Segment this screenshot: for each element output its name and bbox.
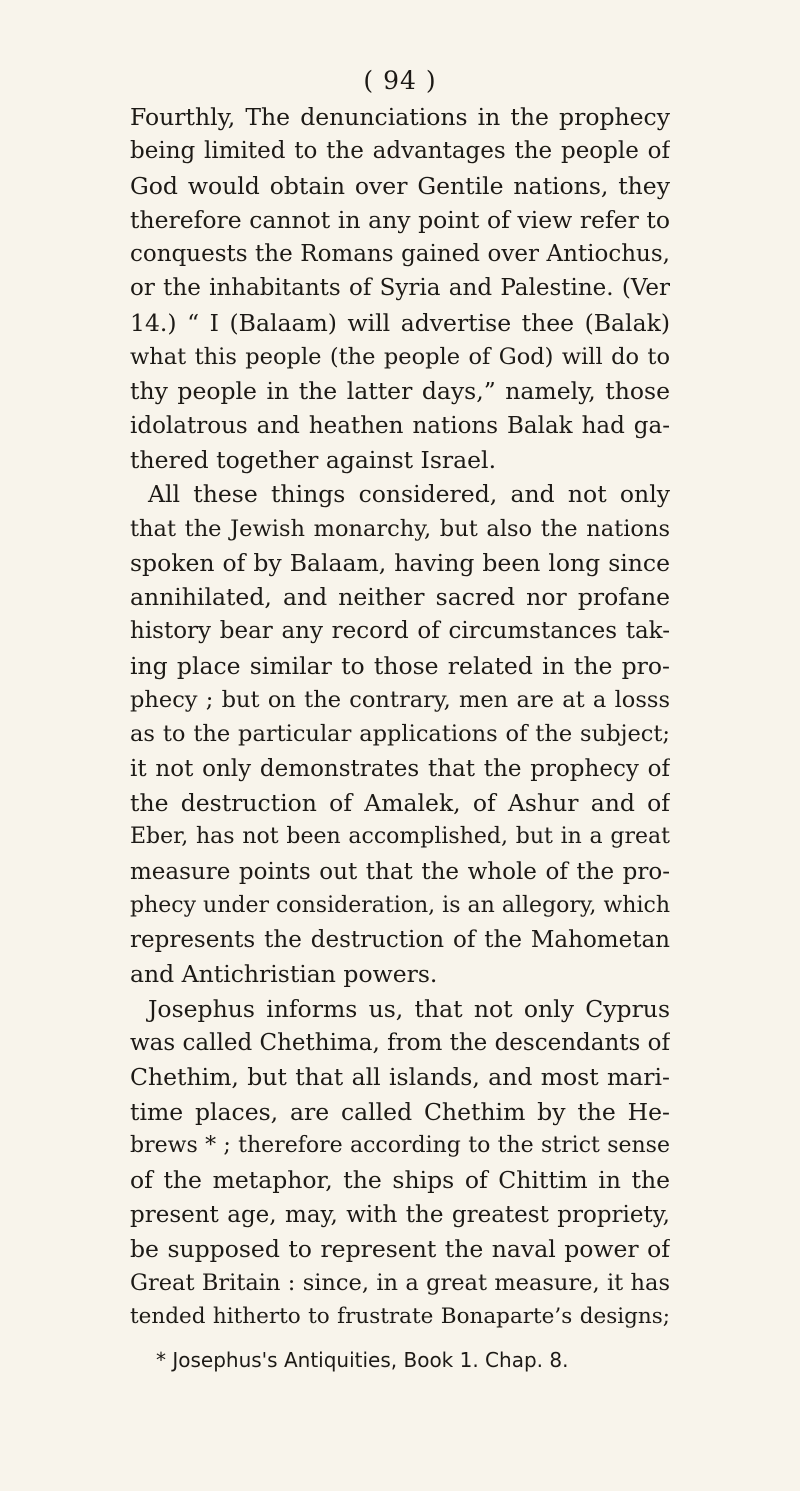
text-line: phecy ; but on the contrary, men are at a losss <box>130 687 670 714</box>
page-number: ( 94 ) <box>363 66 437 95</box>
text-line: Eber, has not been accomplished, but in a great <box>130 824 670 850</box>
text-line: idolatrous and heathen nations Balak had ga- <box>130 412 670 439</box>
text-line: thered together against Israel. <box>130 445 497 474</box>
text-line: tended hitherto to frustrate Bonaparte’s designs; <box>130 1304 670 1330</box>
body-text <box>130 100 670 1335</box>
text-line: or the inhabitants of Syria and Palestine. (Ver <box>130 275 670 302</box>
text-line: 14.) “ I (Balaam) will advertise thee (Balak) <box>130 308 670 337</box>
text-line: phecy under consideration, is an allegory, which <box>130 892 670 918</box>
text-line: therefore cannot in any point of view refer to <box>130 205 670 234</box>
text-line: history bear any record of circumstances tak- <box>130 618 670 645</box>
text-line: thy people in the latter days,” namely, those <box>130 377 670 406</box>
text-line: Fourthly, The denunciations in the prophecy <box>130 103 670 131</box>
text-line: Great Britain : since, in a great measure, it has <box>130 1270 670 1297</box>
text-line: All these things considered, and not only <box>148 480 670 509</box>
text-line: brews * ; therefore according to the strict sense <box>130 1132 670 1158</box>
text-line: and Antichristian powers. <box>130 960 438 989</box>
text-line: it not only demonstrates that the prophecy of <box>130 755 670 782</box>
text-line: annihilated, and neither sacred nor profane <box>130 583 670 612</box>
text-line: Josephus informs us, that not only Cyprus <box>148 994 670 1023</box>
text-line: was called Chethima, from the descendants of <box>130 1030 670 1057</box>
text-line: what this people (the people of God) will do to <box>130 344 670 371</box>
text-line: being limited to the advantages the people of <box>130 138 670 165</box>
text-line: the destruction of Amalek, of Ashur and of <box>130 788 670 817</box>
text-line: God would obtain over Gentile nations, they <box>130 171 670 200</box>
text-line: conquests the Romans gained over Antiochus, <box>130 241 670 268</box>
text-line: measure points out that the whole of the pro- <box>130 858 670 885</box>
footnote: * Josephus's Antiquities, Book 1. Chap. 8. <box>156 1348 569 1372</box>
text-line: that the Jewish monarchy, but also the nations <box>130 515 670 542</box>
text-line: spoken of by Balaam, having been long since <box>130 548 670 577</box>
text-line: represents the destruction of the Mahometan <box>130 927 670 954</box>
text-line: Chethim, but that all islands, and most mari- <box>130 1063 670 1092</box>
text-line: of the metaphor, the ships of Chittim in the <box>130 1166 670 1195</box>
text-line: time places, are called Chethim by the He- <box>130 1097 670 1126</box>
text-line: be supposed to represent the naval power of <box>130 1234 670 1263</box>
text-line: as to the particular applications of the subject; <box>130 721 670 748</box>
text-line: ing place similar to those related in the pro- <box>130 651 670 680</box>
text-line: present age, may, with the greatest propriety, <box>130 1201 670 1228</box>
